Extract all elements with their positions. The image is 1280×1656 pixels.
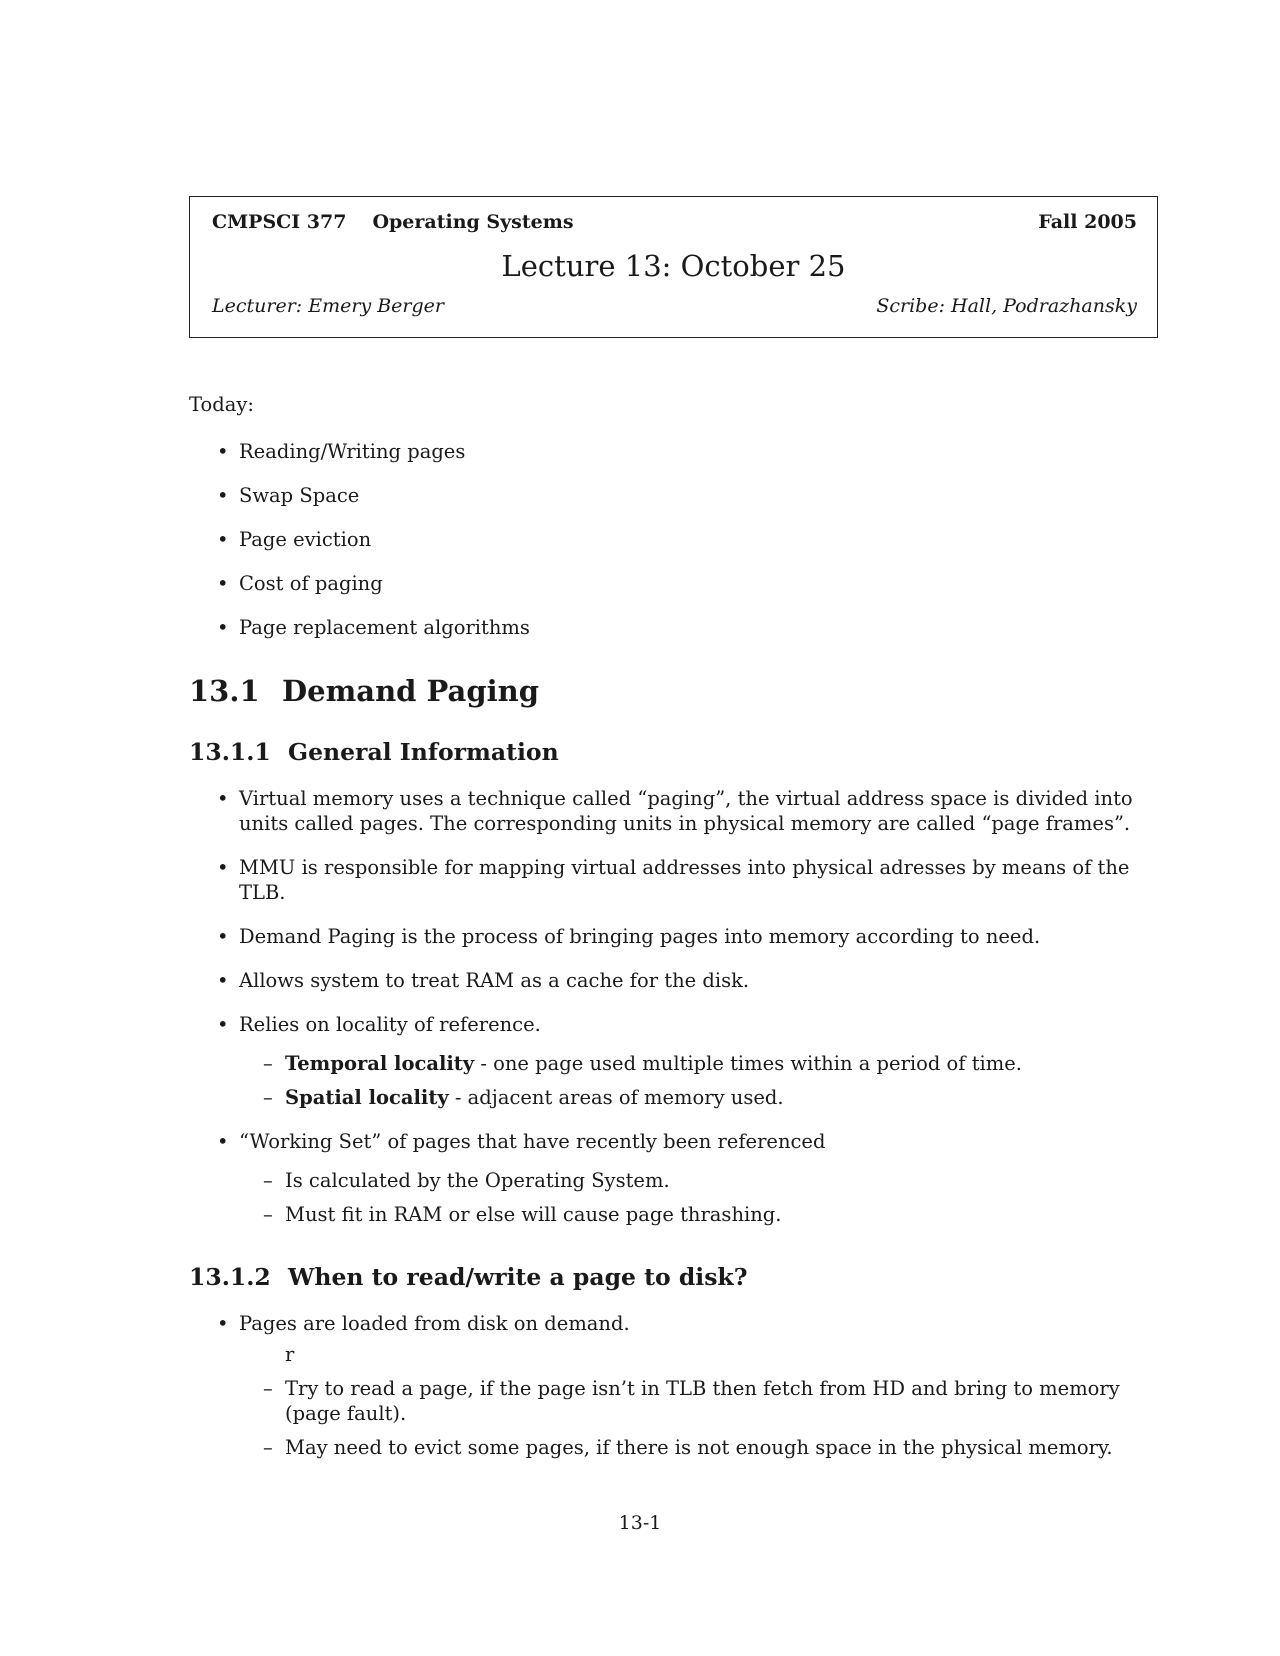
scribe: Scribe: Hall, Podrazhansky: [876, 295, 1137, 317]
list-item: • MMU is responsible for mapping virtual addresses into physical adresses by means of the TLB.: [239, 855, 1169, 905]
read-write-list: [189, 1311, 1169, 1460]
list-item-text: Pages are loaded from disk on demand.: [239, 1312, 630, 1335]
section-title: Demand Paging: [282, 674, 540, 708]
course-info: [212, 211, 574, 233]
section-number: 13.1: [189, 674, 260, 708]
list-item: • Swap Space: [239, 483, 1169, 508]
sublist-item: – Is calculated by the Operating System.: [285, 1168, 1169, 1193]
term-spatial-locality: Spatial locality: [285, 1086, 449, 1109]
sublist-item: – Try to read a page, if the page isn’t in TLB then fetch from HD and bring to memory (page fault).: [285, 1376, 1169, 1426]
header-bottom-row: [212, 295, 1137, 317]
subsection-title: General Information: [288, 738, 559, 766]
course-name: Operating Systems: [372, 211, 574, 233]
document-body: [189, 392, 1169, 1479]
working-set-sublist: [239, 1168, 1169, 1227]
general-info-list: [189, 786, 1169, 1227]
subsection-number: 13.1.2: [189, 1263, 271, 1291]
locality-sublist: [239, 1051, 1169, 1110]
sublist-item: [285, 1085, 1169, 1110]
course-code: CMPSCI 377: [212, 211, 347, 233]
page-number: 13-1: [618, 1512, 662, 1534]
list-item-text: Relies on locality of reference.: [239, 1013, 541, 1036]
today-label: Today:: [189, 393, 254, 416]
list-item: [239, 1012, 1169, 1110]
list-item-text: “Working Set” of pages that have recently been referenced: [239, 1130, 826, 1153]
list-item: • Allows system to treat RAM as a cache for the disk.: [239, 968, 1169, 993]
subsection-title: When to read/write a page to disk?: [288, 1263, 748, 1291]
list-item: • Cost of paging: [239, 571, 1169, 596]
sublist-item: – Must fit in RAM or else will cause page thrashing.: [285, 1202, 1169, 1227]
sublist-item: – May need to evict some pages, if there is not enough space in the physical memory.: [285, 1435, 1169, 1460]
subsection-number: 13.1.1: [189, 738, 271, 766]
list-item: • Page eviction: [239, 527, 1169, 552]
read-write-sublist: [239, 1342, 1169, 1460]
header-top-row: [212, 211, 1137, 233]
lecturer: Lecturer: Emery Berger: [212, 295, 444, 317]
lecture-header-box: [189, 196, 1158, 338]
section-heading: [189, 674, 1169, 708]
list-item: [239, 1311, 1169, 1460]
term-temporal-locality: Temporal locality: [285, 1052, 475, 1075]
term-description: - adjacent areas of memory used.: [448, 1086, 784, 1109]
list-item: • Demand Paging is the process of bringing pages into memory according to need.: [239, 924, 1169, 949]
sublist-item: [285, 1051, 1169, 1076]
lecture-title: Lecture 13: October 25: [501, 249, 846, 283]
term-description: - one page used multiple times within a period of time.: [474, 1052, 1023, 1075]
subsection-heading-general: [189, 738, 1169, 766]
list-item: • Page replacement algorithms: [239, 615, 1169, 640]
list-item: [239, 1129, 1169, 1227]
stray-character: r: [285, 1343, 295, 1366]
today-list: [189, 439, 1169, 640]
subsection-heading-read-write: [189, 1263, 1169, 1291]
list-item: • Virtual memory uses a technique called “paging”, the virtual address space is divided into units called pages. The corresponding units in physical memory are called “page frames”.: [239, 786, 1169, 836]
term: Fall 2005: [1038, 211, 1137, 233]
list-item: • Reading/Writing pages: [239, 439, 1169, 464]
